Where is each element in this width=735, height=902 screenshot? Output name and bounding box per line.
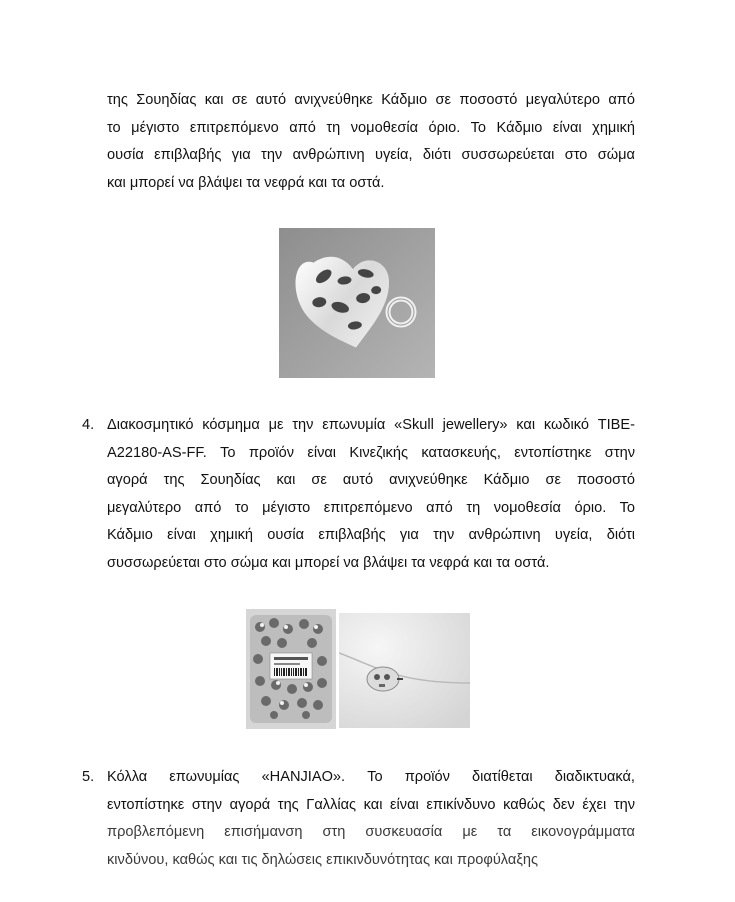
text-line: A22180-AS-FF. Το προϊόν είναι Κινεζικής κατασκευής, εντοπίστηκε στην bbox=[107, 444, 635, 461]
text-line: Κόλλα επωνυμίας «HANJIAO». Το προϊόν διατίθεται διαδικτυακά, bbox=[107, 769, 635, 785]
list-number-5: 5. bbox=[82, 769, 95, 785]
text-line: Κάδμιο είναι χημική ουσία επιβλαβής για την ανθρώπινη υγεία, διότι bbox=[107, 527, 635, 543]
text-line: εντοπίστηκε στην αγορά της Γαλλίας και είναι επικίνδυνο καθώς δεν έχει την bbox=[107, 796, 635, 813]
list-number-4: 4. bbox=[82, 417, 95, 433]
intro-paragraph bbox=[107, 87, 635, 197]
text-line: προβλεπόμενη επισήμανση στη συσκευασία με τα εικονογράμματα bbox=[107, 824, 635, 840]
text-line: κινδύνου, καθώς και τις δηλώσεις επικινδυνότητας και προφύλαξης bbox=[107, 851, 539, 868]
item-4-paragraph bbox=[107, 412, 635, 577]
text-line: μεγαλύτερο από το μέγιστο επιτρεπόμενο από τη νομοθεσία όριο. Το bbox=[107, 499, 635, 516]
text-line: ουσία επιβλαβής για την ανθρώπινη υγεία, διότι συσσωρεύεται στο σώμα bbox=[107, 147, 635, 163]
text-line: και μπορεί να βλάψει τα νεφρά και τα οστά. bbox=[107, 174, 385, 191]
item-5-paragraph bbox=[107, 764, 635, 874]
heart-pendant-photo bbox=[279, 228, 435, 378]
text-line: το μέγιστο επιτρεπόμενο από τη νομοθεσία όριο. Το Κάδμιο είναι χημική bbox=[107, 119, 635, 136]
text-line: της Σουηδίας και σε αυτό ανιχνεύθηκε Κάδμιο σε ποσοστό μεγαλύτερο από bbox=[107, 92, 635, 108]
text-line: συσσωρεύεται στο σώμα και μπορεί να βλάψει τα νεφρά και τα οστά. bbox=[107, 554, 550, 571]
text-line: Διακοσμητικό κόσμημα με την επωνυμία «Skull jewellery» και κωδικό TIBE- bbox=[107, 417, 635, 433]
skull-jewellery-bag-photo bbox=[246, 609, 336, 729]
text-line: αγορά της Σουηδίας και σε αυτό ανιχνεύθηκε Κάδμιο σε ποσοστό bbox=[107, 472, 635, 488]
skull-charm-photo bbox=[339, 613, 470, 728]
